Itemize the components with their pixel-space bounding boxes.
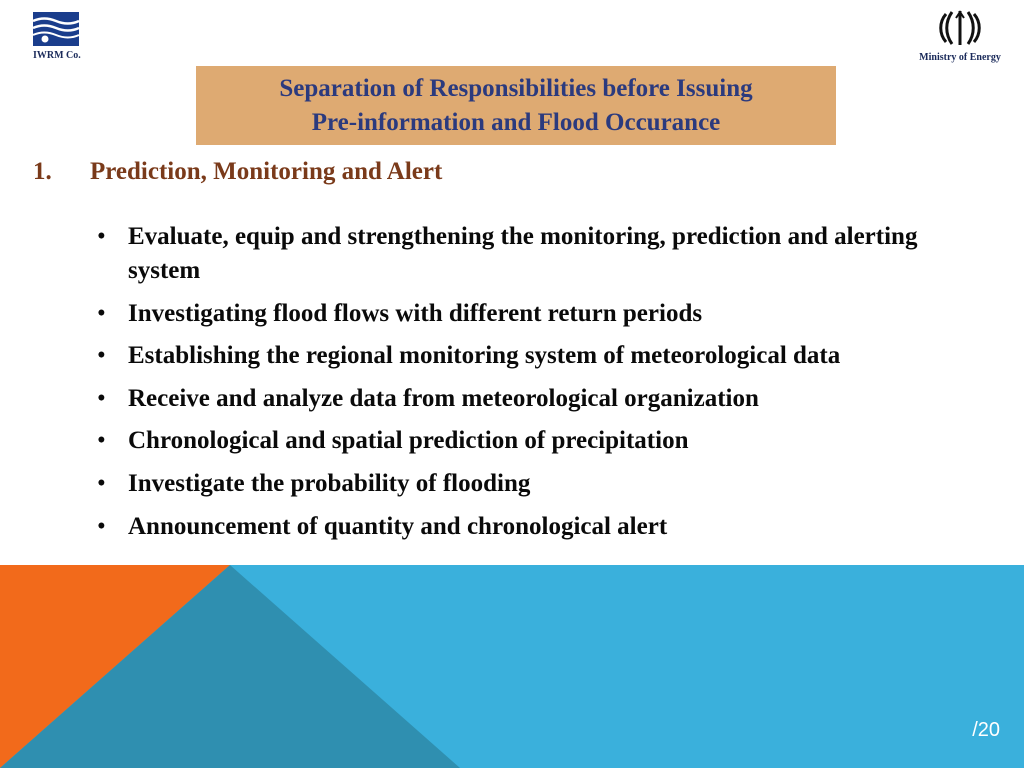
iwrm-caption: IWRM Co.	[33, 50, 81, 61]
bullet-list	[97, 220, 957, 552]
bullet-text: Receive and analyze data from meteorological organization	[128, 384, 759, 412]
bullet-item	[97, 339, 957, 373]
bullet-text: Announcement of quantity and chronological alert	[128, 512, 668, 540]
bullet-item	[97, 510, 957, 544]
page-number: /20	[972, 719, 1000, 741]
slide-title-line1: Separation of Responsibilities before Issuing	[279, 74, 753, 102]
iwrm-logo	[33, 12, 93, 61]
bullet-item	[97, 297, 957, 331]
bullet-item	[97, 467, 957, 501]
bullet-text: Investigating flood flows with different return periods	[128, 299, 703, 327]
bullet-text: Chronological and spatial prediction of precipitation	[128, 427, 689, 455]
bullet-item	[97, 382, 957, 416]
bullet-item	[97, 220, 957, 288]
bullet-dot-icon: •	[97, 223, 106, 250]
section-title: Prediction, Monitoring and Alert	[90, 158, 443, 185]
footer-decoration	[0, 565, 1024, 768]
bullet-dot-icon: •	[97, 384, 106, 412]
section-heading	[33, 158, 442, 186]
ministry-caption: Ministry of Energy	[919, 52, 1001, 63]
iran-emblem-icon	[937, 8, 983, 48]
bullet-text: Establishing the regional monitoring system of meteorological data	[128, 342, 841, 370]
bullet-dot-icon: •	[97, 299, 106, 327]
ministry-logo	[910, 8, 1010, 63]
slide-title-line2: Pre-information and Flood Occurance	[311, 108, 721, 136]
waves-logo-icon	[33, 12, 81, 48]
bullet-item	[97, 424, 957, 458]
section-number: 1.	[33, 158, 52, 185]
bullet-text: Investigate the probability of flooding	[128, 469, 531, 497]
bullet-dot-icon: •	[97, 512, 106, 540]
bullet-text: Evaluate, equip and strengthening the monitoring, prediction and alerting system	[128, 223, 918, 284]
slide-title-box	[196, 66, 836, 145]
bullet-dot-icon: •	[97, 342, 106, 370]
bullet-dot-icon: •	[97, 469, 106, 497]
bullet-dot-icon: •	[97, 427, 106, 455]
slide-title	[216, 72, 816, 140]
